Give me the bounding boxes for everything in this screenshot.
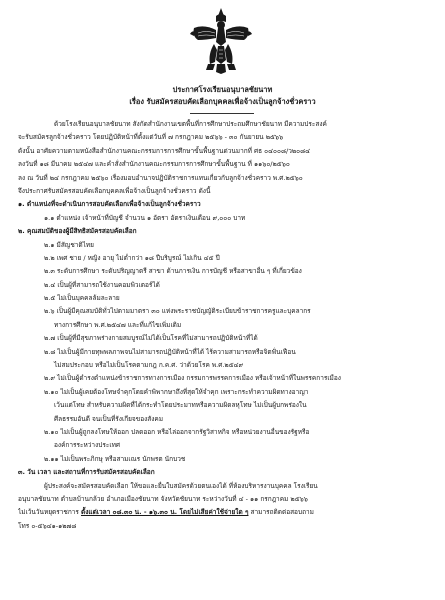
qualification-item: ๒.๒ เพศ ชาย / หญิง อายุ ไม่ต่ำกว่า ๑๘ ปีบริบูรณ์ ไม่เกิน ๔๕ ปี xyxy=(44,253,220,262)
qualification-item: ๒.๗ เป็นผู้ที่มีสุขภาพร่างกายสมบูรณ์ไม่ได้เป็นโรคที่ไม่สามารถปฏิบัติหน้าที่ได้ xyxy=(44,334,258,343)
qualification-item-continued: ไม่สมประกอบ หรือไม่เป็นโรคตามกฎ ก.ค.ศ. ว่าด้วยโรค พ.ศ.๒๕๔๙ xyxy=(54,361,244,370)
intro-line: จึงประกาศรับสมัครสอบคัดเลือกบุคคลเพื่อจ้างเป็นลูกจ้างชั่วคราว ดังนี้ xyxy=(18,186,211,195)
qualification-item: ๒.๖ เป็นผู้มีคุณสมบัติทั่วไปตามมาตรา ๓๐ แห่งพระราชบัญญัติระเบียบข้าราชการครูและบุคลากร xyxy=(44,307,311,316)
document-subject: เรื่อง รับสมัครสอบคัดเลือกบุคคลเพื่อจ้างเป็นลูกจ้างชั่วคราว xyxy=(129,97,316,106)
application-line: อนุบาลชัยนาท ตำบลบ้านกล้วย อำเภอเมืองชัยนาท จังหวัดชัยนาท ระหว่างวันที่ ๔ - ๑๑ กรกฎาคม ๒๕๖๖ xyxy=(18,494,308,503)
heading-divider xyxy=(190,113,254,114)
qualification-item: ๒.๕ ไม่เป็นบุคคลล้มละลาย xyxy=(44,294,120,303)
qualification-item-continued: เว้นแต่โทษ สำหรับความผิดที่ได้กระทำโดยประมาทหรือความผิดลหุโทษ ไม่เป็นผู้บกพร่องใน xyxy=(54,401,307,410)
intro-line: ลงวันที่ ๑๘ มีนาคม ๒๕๔๗ และคำสั่งสำนักงานคณะกรรมการการศึกษาขั้นพื้นฐาน ที่ ๑๑๖๐/๒๕๖๐ xyxy=(18,160,290,169)
application-line: ผู้ประสงค์จะสมัครสอบคัดเลือก ให้ขอและยื่นใบสมัครด้วยตนเองได้ ที่ห้องบริหารงานบุคคล โรงเรียน xyxy=(44,481,318,490)
qualification-item-continued: องค์การระหว่างประเทศ xyxy=(54,441,120,450)
schedule-suffix: สามารถติดต่อสอบถาม xyxy=(250,508,314,517)
section-3-title: ๓. วัน เวลา และสถานที่การรับสมัครสอบคัดเลือก xyxy=(18,468,155,477)
section-2-title: ๒. คุณสมบัติของผู้มีสิทธิสมัครสอบคัดเลือก xyxy=(18,227,137,236)
intro-line: ลง ณ วันที่ ๒๔ กรกฎาคม ๒๕๖๐ เรื่องมอบอำนาจปฏิบัติราชการแทนเกี่ยวกับลูกจ้างชั่วคราว พ.ศ.๒๕๖๐ xyxy=(18,173,303,182)
qualification-item: ๒.๑๐ ไม่เป็นผู้เคยต้องโทษจำคุกโดยคำพิพากษาถึงที่สุดให้จำคุก เพราะกระทำความผิดทางอาญา xyxy=(44,387,309,396)
qualification-item: ๒.๑ มีสัญชาติไทย xyxy=(44,240,94,249)
schedule-prefix: ไม่เว้นวันหยุดราชการ xyxy=(18,508,79,517)
schedule-highlight: ตั้งแต่เวลา ๐๘.๓๐ น. - ๑๖.๓๐ น. โดยไม่เสียค่าใช้จ่ายใด ๆ xyxy=(80,508,249,517)
intro-line: ด้วยโรงเรียนอนุบาลชัยนาท สังกัดสำนักงานเขตพื้นที่การศึกษาประถมศึกษาชัยนาท มีความประสงค์ xyxy=(54,120,327,128)
qualification-item: ๒.๙ ไม่เป็นผู้ดำรงตำแหน่งข้าราชการทางการเมือง กรรมการพรรคการเมือง หรือเจ้าหน้าที่ในพรรคการเมือง xyxy=(44,374,341,383)
garuda-emblem-icon xyxy=(188,6,254,76)
document-body xyxy=(18,118,430,533)
intro-line: จะรับสมัครลูกจ้างชั่วคราว โดยปฏิบัติหน้าที่ตั้งแต่วันที่ ๗ กรกฎาคม ๒๕๖๖ - ๓๐ กันยายน ๒๕๖๖ xyxy=(18,133,284,142)
application-schedule xyxy=(18,506,430,519)
qualification-item: ๒.๘ ไม่เป็นผู้มีกายทุพพลภาพจนไม่สามารถปฏิบัติหน้าที่ได้ ไร้ความสามารถหรือจิตฟั่นเฟือน xyxy=(44,347,296,356)
intro-line: ดังนั้น อาศัยความตามหนังสือสำนักงานคณะกรรมการการศึกษาขั้นพื้นฐานด่วนมากที่ ศธ ๐๔๐๐๘/ว๒๐๘๔ xyxy=(18,146,311,155)
contact-phone: โทร ๐-๕๖๔๑-๑๒๗๘ xyxy=(18,521,77,530)
section-1-title: ๑. ตำแหน่งที่จะดำเนินการสอบคัดเลือกเพื่อจ้างเป็นลูกจ้างชั่วคราว xyxy=(18,200,201,209)
qualification-item: ๒.๓ ระดับการศึกษา ระดับปริญญาตรี สาขา ด้านการเงิน การบัญชี หรือสาขาอื่น ๆ ที่เกี่ยวข้อง xyxy=(44,267,302,276)
qualification-item-continued: ทางการศึกษา พ.ศ.๒๕๔๗ และที่แก้ไขเพิ่มเติม xyxy=(54,320,182,329)
qualification-item: ๒.๔ เป็นผู้ที่สามารถใช้งานคอมพิวเตอร์ได้ xyxy=(44,280,160,289)
qualification-item: ๒.๑๑ ไม่เป็นพระภิกษุ หรือสามเณร นักพรต นักบวช xyxy=(44,454,186,463)
qualification-item-continued: ศีลธรรมอันดี จนเป็นที่รังเกียจของสังคม xyxy=(54,414,164,423)
qualification-item: ๒.๑๐ ไม่เป็นผู้ถูกลงโทษให้ออก ปลดออก หรือไล่ออกจากรัฐวิสาหกิจ หรือหน่วยงานอื่นของรัฐหรือ xyxy=(44,427,310,436)
document-title: ประกาศโรงเรียนอนุบาลชัยนาท xyxy=(172,85,273,94)
section-1-item: ๑.๑ ตำแหน่ง เจ้าหน้าที่บัญชี จำนวน ๑ อัตรา อัตราเงินเดือน ๙,๐๐๐ บาท xyxy=(44,213,246,222)
